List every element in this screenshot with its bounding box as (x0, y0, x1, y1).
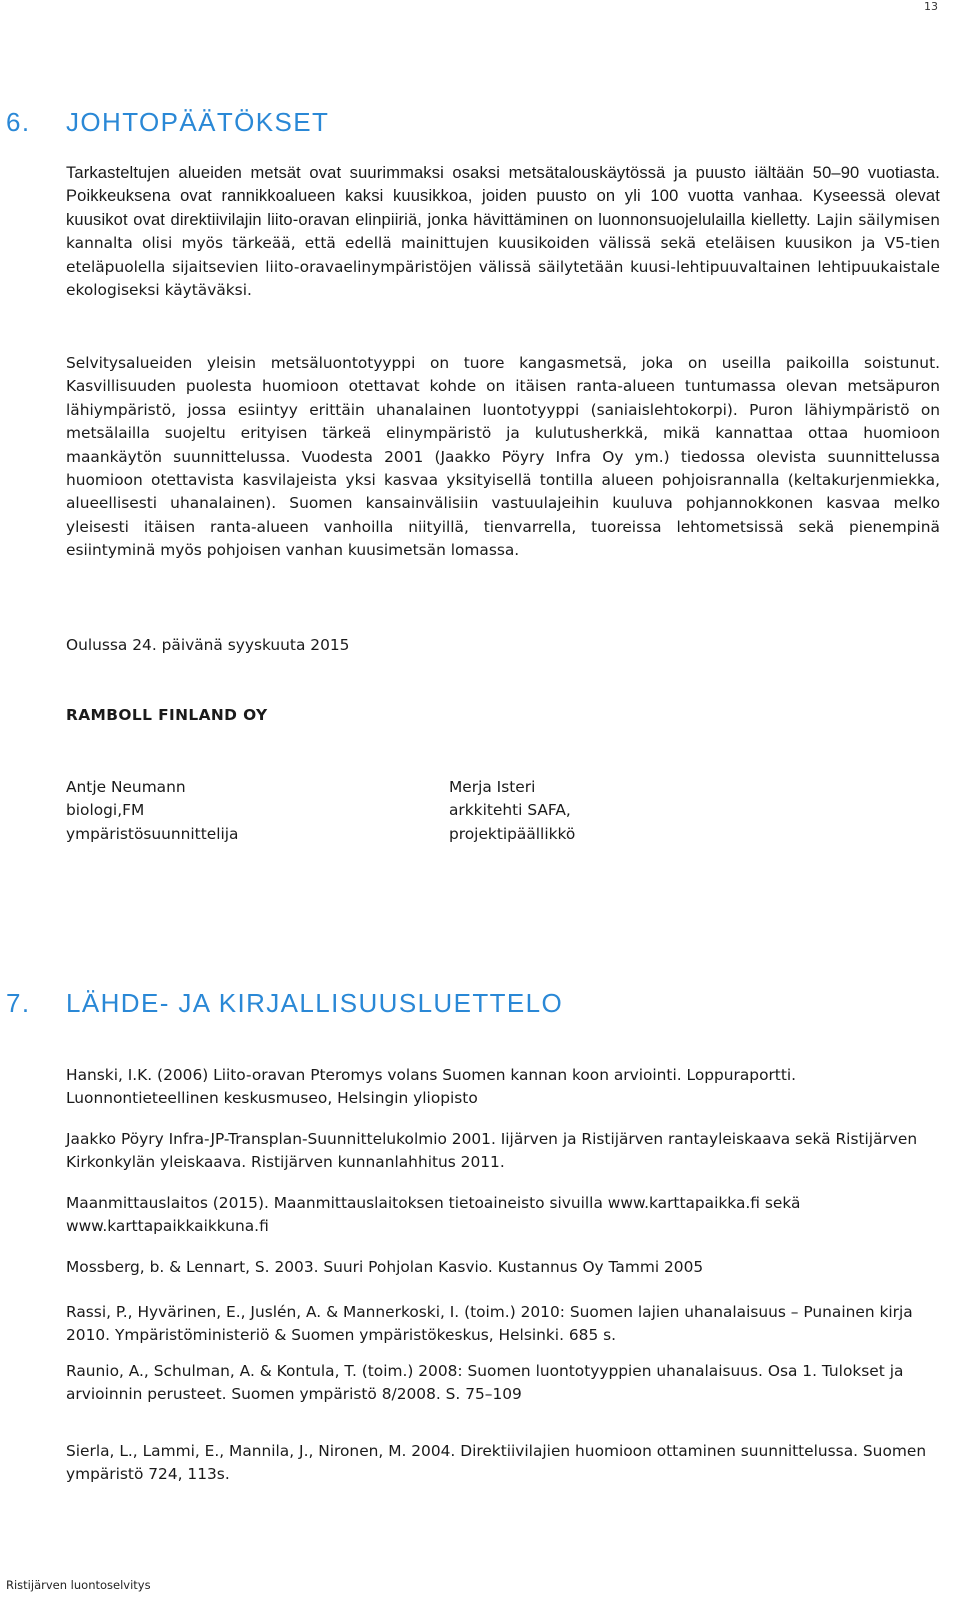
signer-1-name: Antje Neumann (66, 778, 186, 796)
section-6-heading (6, 107, 329, 138)
section-7-number: 7. (6, 988, 31, 1018)
signature-block-2 (449, 776, 575, 846)
reference-item: Maanmittauslaitos (2015). Maanmittauslaitoksen tietoaineisto sivuilla www.karttapaikka.fi sekä www.karttapaikkaikkuna.fi (66, 1194, 801, 1235)
reference-item: Jaakko Pöyry Infra-JP-Transplan-Suunnittelukolmio 2001. Iijärven ja Ristijärven rantayleiskaava sekä Ristijärven Kirkonkylän yleiskaava. Ristijärven kunnanlahhitus 2011. (66, 1130, 918, 1171)
reference-item: Raunio, A., Schulman, A. & Kontula, T. (toim.) 2008: Suomen luontotyyppien uhanalaisuus. Osa 1. Tulokset ja arvioinnin perusteet. Suomen ympäristö 8/2008. S. 75–109 (66, 1362, 904, 1403)
signer-1-title-2: ympäristösuunnittelija (66, 824, 239, 843)
reference-item: Hanski, I.K. (2006) Liito-oravan Pteromys volans Suomen kannan koon arviointi. Loppuraportti. Luonnontieteellinen keskusmuseo, Helsingin yliopisto (66, 1066, 797, 1107)
conclusions-paragraph-1 (66, 162, 940, 302)
section-6-number: 6. (6, 107, 31, 137)
conclusions-paragraph-1-part-a: Tarkasteltujen alueiden metsät ovat suurimmaksi osaksi metsätalouskäytössä ja puusto iältään 50–90 vuotiasta. Poikkeuksena ovat rannikkoalueen kaksi kuusikkoa, joiden puusto on yli 100 vuotta vanhaa. Kyseessä olevat kuusikot ovat direktiivilajin liito-oravan elinpiiriä, jonka hävittäminen on luonnonsuojelulailla kielletty. (66, 164, 940, 229)
document-footer: Ristijärven luontoselvitys (6, 1578, 151, 1592)
signer-2-title-1: arkkitehti SAFA, (449, 801, 571, 820)
signature-block-1 (66, 776, 238, 846)
signer-2-title-2: projektipäällikkö (449, 824, 576, 843)
company-name: RAMBOLL FINLAND OY (66, 706, 268, 724)
page-number: 13 (924, 0, 938, 13)
section-7-title: LÄHDE- JA KIRJALLISUUSLUETTELO (66, 988, 564, 1018)
place-and-date: Oulussa 24. päivänä syyskuuta 2015 (66, 636, 350, 654)
reference-item: Sierla, L., Lammi, E., Mannila, J., Nironen, M. 2004. Direktiivilajien huomioon ottaminen suunnittelussa. Suomen ympäristö 724, 113s. (66, 1442, 927, 1483)
section-6-title: JOHTOPÄÄTÖKSET (66, 107, 330, 137)
conclusions-paragraph-1-part-b: Lajin säilymisen kannalta olisi myös tärkeää, että edellä mainittujen kuusikoiden välissä sekä eteläisen kuusikon ja V5-tien eteläpuolella sijaitsevien liito-oravaelinympäristöjen välissä säilytetään kuusi-lehtipuuvaltainen lehtipuukaistale ekologiseksi käytäväksi. (66, 210, 940, 300)
signer-1-title-1: biologi,FM (66, 801, 145, 820)
section-7-heading (6, 988, 563, 1019)
signer-2-name: Merja Isteri (449, 778, 536, 796)
reference-item: Rassi, P., Hyvärinen, E., Juslén, A. & Mannerkoski, I. (toim.) 2010: Suomen lajien uhanalaisuus – Punainen kirja 2010. Ympäristöministeriö & Suomen ympäristökeskus, Helsinki. 685 s. (66, 1303, 913, 1344)
conclusions-paragraph-2: Selvitysalueiden yleisin metsäluontotyyppi on tuore kangasmetsä, joka on useilla paikoilla soistunut. Kasvillisuuden puolesta huomioon otettavat kohde on itäisen ranta-alueen tuntumassa olevan metsäpuron lähiympäristö, jossa esiintyy erittäin uhanalainen luontotyyppi (saniaislehtokorpi). Puron lähiympäristö on metsälailla suojeltu erityisen tärkeä elinympäristö ja kulutusherkkä, mikä kannattaa ottaa huomioon maankäytön suunnittelussa. Vuodesta 2001 (Jaakko Pöyry Infra Oy ym.) tiedossa olevista suunnittelussa huomioon otettavista kasvilajeista yksi kasvaa yksityisellä tontilla alueen pohjoisrannalla (keltakurjenmiekka, alueellisesti uhanalainen). Suomen kansainvälisiin vastuulajeihin kuuluva pohjannokkonen kasvaa melko yleisesti itäisen ranta-alueen vanhoilla niityillä, tienvarrella, tuoreissa lehtometsissä sekä pienempinä esiintyminä myös pohjoisen vanhan kuusimetsän lomassa. (66, 354, 940, 560)
reference-item: Mossberg, b. & Lennart, S. 2003. Suuri Pohjolan Kasvio. Kustannus Oy Tammi 2005 (66, 1258, 704, 1276)
